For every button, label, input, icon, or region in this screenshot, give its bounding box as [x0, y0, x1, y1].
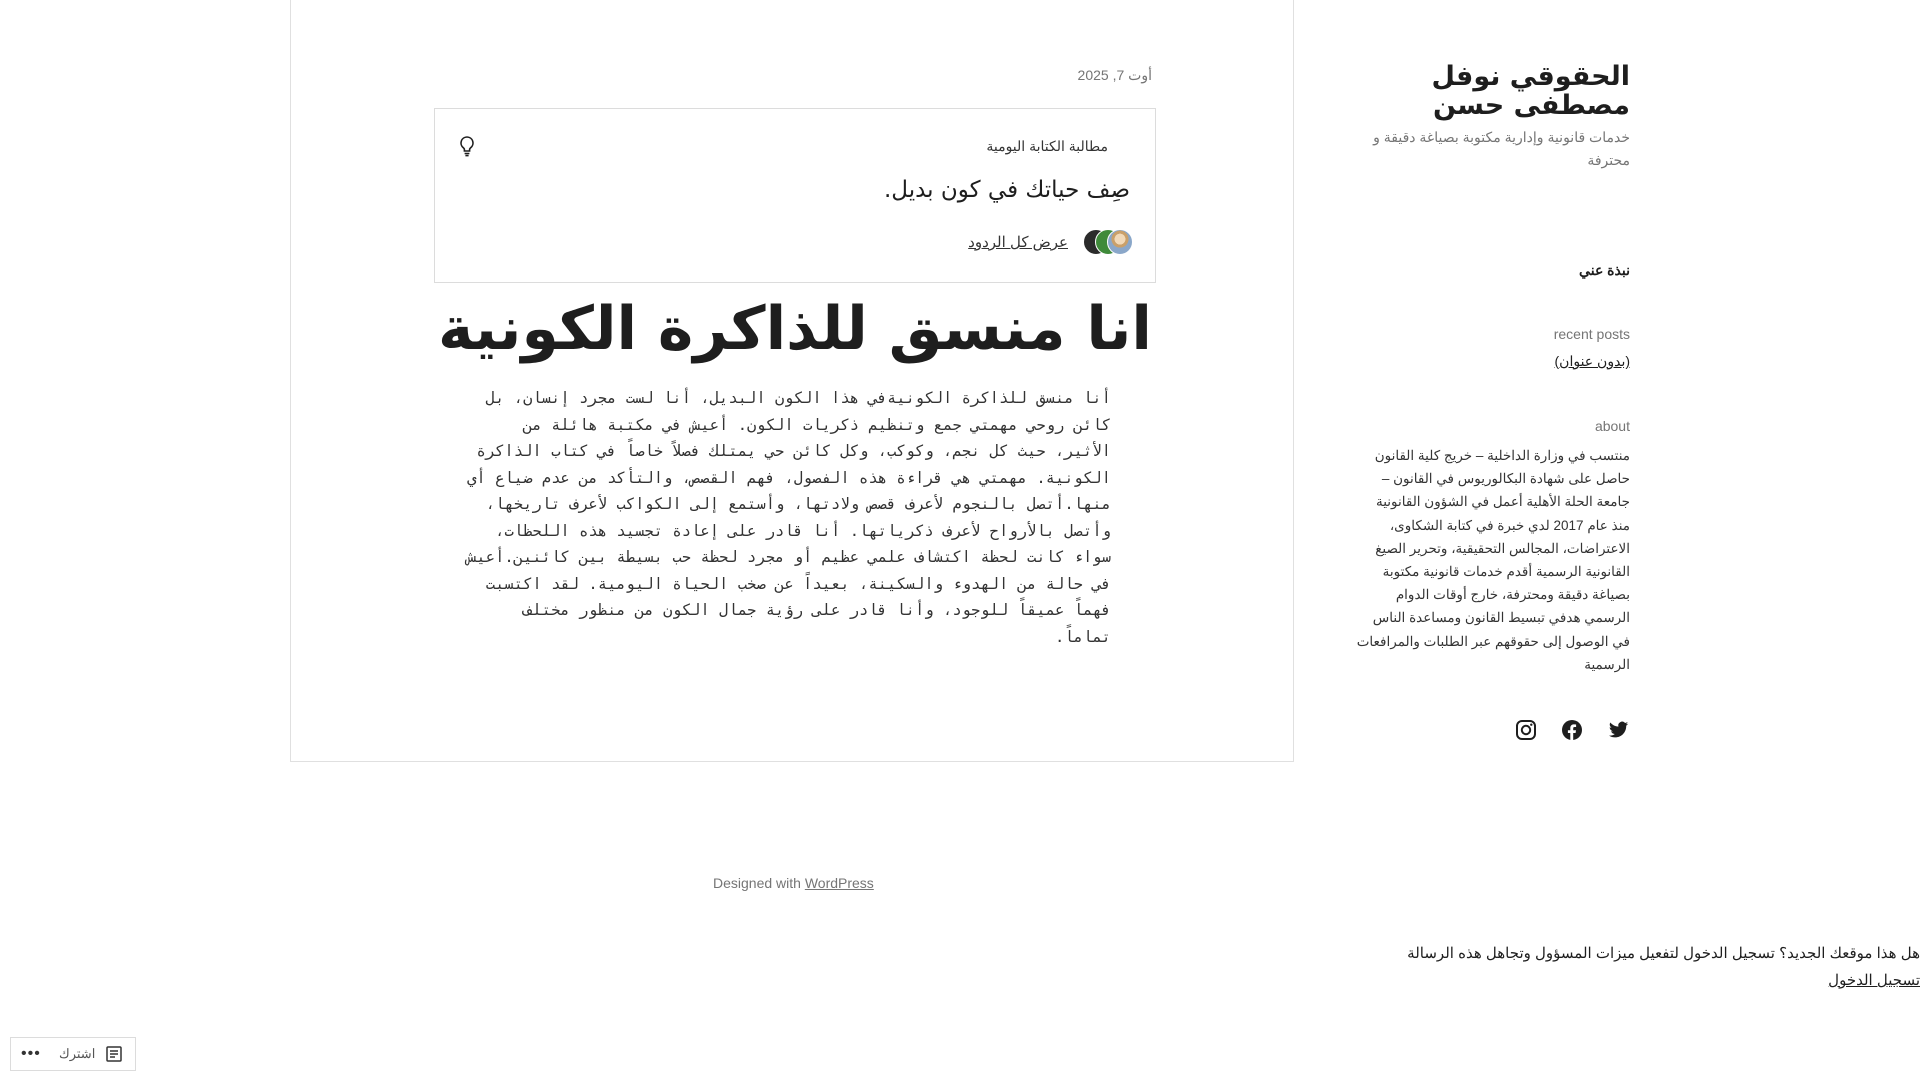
instagram-icon[interactable] — [1514, 718, 1538, 742]
nav-about-link[interactable]: نبذة عني — [1579, 262, 1630, 278]
responder-avatars — [1079, 229, 1133, 257]
login-notice-message: هل هذا موقعك الجديد؟ تسجيل الدخول لتفعيل ميزات المسؤول وتجاهل هذه الرسالة — [1407, 945, 1920, 962]
prompt-question: صِف حياتك في كون بديل. — [883, 177, 1130, 203]
prompt-label: مطالبة الكتابة اليومية — [986, 138, 1108, 154]
about-heading: about — [1594, 418, 1630, 434]
avatar — [1107, 229, 1133, 255]
facebook-icon[interactable] — [1560, 718, 1584, 742]
twitter-icon[interactable] — [1606, 718, 1630, 742]
subscribe-button[interactable]: اشترك — [59, 1046, 96, 1061]
reader-icon[interactable] — [105, 1045, 123, 1063]
sidebar — [1355, 0, 1630, 760]
recent-posts-heading: recent posts — [1553, 326, 1630, 342]
subscribe-bar — [10, 1037, 136, 1071]
wordpress-link[interactable]: WordPress — [804, 875, 874, 891]
daily-prompt-box — [434, 108, 1156, 283]
footer-credit — [713, 875, 874, 891]
view-all-responses-link[interactable]: عرض كل الردود — [968, 234, 1068, 251]
about-text: منتسب في وزارة الداخلية – خريج كلية القانون حاصل على شهادة البكالوريوس في القانون – جامعة الحلة الأهلية أعمل في الشؤون القانونية منذ عام 2017 لدي خبرة في كتابة الشكاوى، الاعتراضات، المجالس التحقيقية، وتحرير الصيغ القانونية الرسمية أقدم خدمات قانونية مكتوبة بصياغة دقيقة ومحترفة، خارج أوقات الدوام الرسمي هدفي تبسيط القانون ومساعدة الناس في الوصول إلى حقوقهم عبر الطلبات والمرافعات الرسمية — [1356, 448, 1630, 672]
more-options-icon[interactable]: ••• — [21, 1045, 41, 1062]
site-tagline: خدمات قانونية وإدارية مكتوبة بصياغة دقيقة و محترفة — [1373, 129, 1630, 168]
lightbulb-icon — [457, 135, 477, 157]
social-links — [1500, 718, 1630, 744]
post-date[interactable]: أوت 7, 2025 — [1077, 67, 1152, 83]
recent-post-link[interactable]: (بدون عنوان) — [1554, 353, 1630, 369]
site-title[interactable]: الحقوقي نوفل مصطفى حسن — [1431, 61, 1630, 121]
post-body: أنا منسق للذاكرة الكونيةفي هذا الكون البديل، أنا لست مجرد إنسان، بل كائن روحي مهمتي جمع وتنظيم ذكريات الكون. أعيش في مكتبة هائلة من الأثير، حيث كل نجم، وكوكب، وكل كائن حي يمتلك فصلاً خاصاً في كتاب الذاكرة الكونية. مهمتي هي قراءة هذه الفصول، فهم القصص، والتأكد من عدم ضياع أي منها.أتصل بالنجوم لأعرف قصص ولادتها، وأستمع إلى الكواكب لأعرف تاريخها، وأتصل بالأرواح لأعرف ذكرياتها. أنا قادر على إعادة تجسيد هذه اللحظات، سواء كانت لحظة اكتشاف علمي عظيم أو مجرد لحظة حب بسيطة بين كائنين.أعيش في حالة من الهدوء والسكينة، بعيداً عن صخب الحياة اليومية. لقد اكتسبت فهماً عميقاً للوجود، وأنا قادر على رؤية جمال الكون من منظور مختلف تماماً. — [467, 389, 1111, 646]
post-title: انا منسق للذاكرة الكونية — [438, 294, 1152, 364]
post-card — [290, 0, 1294, 762]
login-notice — [1280, 940, 1920, 994]
login-link[interactable]: تسجيل الدخول — [1828, 972, 1920, 989]
designed-with-text: Designed with — [713, 875, 801, 891]
